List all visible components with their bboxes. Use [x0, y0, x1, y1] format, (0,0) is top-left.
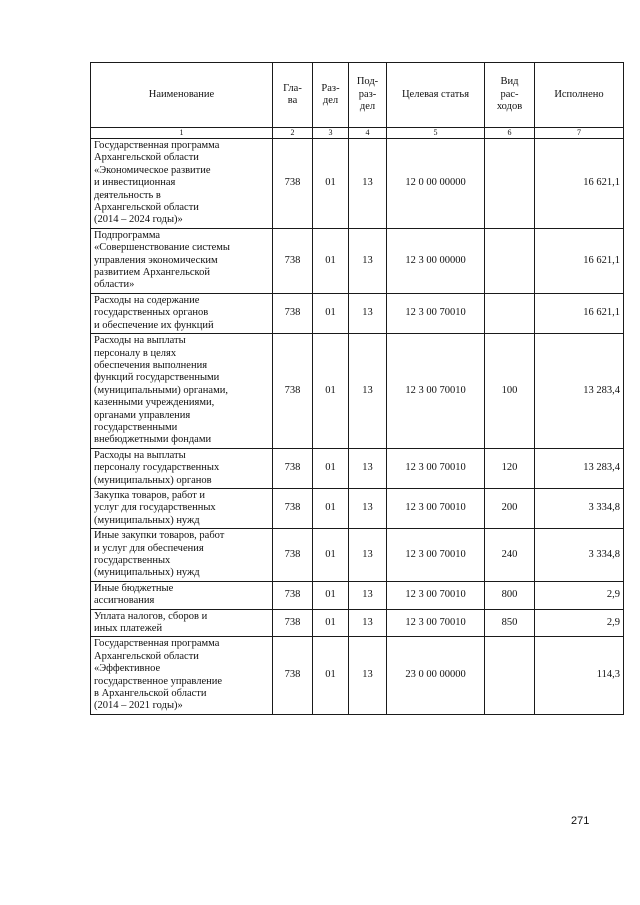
row-razdel: 01	[313, 609, 349, 637]
row-podrazdel: 13	[349, 293, 387, 333]
row-vid	[485, 228, 535, 293]
column-number: 3	[313, 128, 349, 139]
row-razdel: 01	[313, 293, 349, 333]
row-podrazdel: 13	[349, 139, 387, 229]
row-vid	[485, 139, 535, 229]
column-number: 7	[535, 128, 624, 139]
row-glava: 738	[273, 334, 313, 449]
table-row	[91, 448, 624, 488]
table-row	[91, 581, 624, 609]
row-value: 3 334,8	[535, 529, 624, 582]
row-razdel: 01	[313, 228, 349, 293]
table-row	[91, 488, 624, 528]
row-name: Подпрограмма «Совершенствование системы управления экономическим развитием Архангельской области»	[91, 228, 273, 293]
row-vid: 100	[485, 334, 535, 449]
row-razdel: 01	[313, 529, 349, 582]
column-number: 1	[91, 128, 273, 139]
row-podrazdel: 13	[349, 488, 387, 528]
row-name: Расходы на выплаты персоналу государственных (муниципальных) органов	[91, 448, 273, 488]
row-glava: 738	[273, 448, 313, 488]
row-article: 12 3 00 00000	[387, 228, 485, 293]
row-name: Расходы на выплаты персоналу в целях обеспечения выполнения функций государственными (муниципальными) органами, казенными учреждениями, органами управления государственными внебюджетными фондами	[91, 334, 273, 449]
row-podrazdel: 13	[349, 637, 387, 714]
row-name: Уплата налогов, сборов и иных платежей	[91, 609, 273, 637]
row-razdel: 01	[313, 581, 349, 609]
row-article: 12 3 00 70010	[387, 529, 485, 582]
row-vid: 120	[485, 448, 535, 488]
row-vid: 800	[485, 581, 535, 609]
row-glava: 738	[273, 488, 313, 528]
row-name: Государственная программа Архангельской области «Эффективное государственное управление в Архангельской области (2014 – 2021 годы)»	[91, 637, 273, 714]
row-glava: 738	[273, 293, 313, 333]
row-podrazdel: 13	[349, 529, 387, 582]
row-vid: 850	[485, 609, 535, 637]
column-number: 2	[273, 128, 313, 139]
row-razdel: 01	[313, 334, 349, 449]
row-razdel: 01	[313, 139, 349, 229]
header-podrazdel: Под- раз- дел	[349, 63, 387, 128]
row-article: 12 3 00 70010	[387, 293, 485, 333]
row-glava: 738	[273, 581, 313, 609]
page-number: 271	[571, 815, 590, 827]
row-article: 23 0 00 00000	[387, 637, 485, 714]
row-name: Расходы на содержание государственных органов и обеспечение их функций	[91, 293, 273, 333]
row-value: 2,9	[535, 581, 624, 609]
row-podrazdel: 13	[349, 448, 387, 488]
row-value: 3 334,8	[535, 488, 624, 528]
row-podrazdel: 13	[349, 609, 387, 637]
row-vid: 200	[485, 488, 535, 528]
table-row	[91, 637, 624, 714]
column-number: 6	[485, 128, 535, 139]
row-podrazdel: 13	[349, 334, 387, 449]
row-glava: 738	[273, 228, 313, 293]
budget-table	[90, 62, 624, 715]
header-name: Наименование	[91, 63, 273, 128]
row-glava: 738	[273, 529, 313, 582]
table-body	[91, 139, 624, 715]
row-article: 12 3 00 70010	[387, 609, 485, 637]
row-article: 12 3 00 70010	[387, 581, 485, 609]
row-name: Иные закупки товаров, работ и услуг для обеспечения государственных (муниципальных) нужд	[91, 529, 273, 582]
row-vid: 240	[485, 529, 535, 582]
row-vid	[485, 637, 535, 714]
row-value: 13 283,4	[535, 334, 624, 449]
row-value: 2,9	[535, 609, 624, 637]
row-podrazdel: 13	[349, 228, 387, 293]
column-number-row	[91, 128, 624, 139]
row-value: 16 621,1	[535, 228, 624, 293]
row-glava: 738	[273, 139, 313, 229]
column-number: 4	[349, 128, 387, 139]
row-vid	[485, 293, 535, 333]
header-glava: Гла- ва	[273, 63, 313, 128]
row-article: 12 3 00 70010	[387, 334, 485, 449]
row-value: 16 621,1	[535, 293, 624, 333]
row-value: 16 621,1	[535, 139, 624, 229]
row-glava: 738	[273, 637, 313, 714]
table-row	[91, 228, 624, 293]
header-value: Исполнено	[535, 63, 624, 128]
row-value: 13 283,4	[535, 448, 624, 488]
table-row	[91, 609, 624, 637]
table-row	[91, 139, 624, 229]
row-value: 114,3	[535, 637, 624, 714]
row-glava: 738	[273, 609, 313, 637]
header-article: Целевая статья	[387, 63, 485, 128]
row-article: 12 0 00 00000	[387, 139, 485, 229]
row-razdel: 01	[313, 637, 349, 714]
table-row	[91, 334, 624, 449]
row-name: Государственная программа Архангельской области «Экономическое развитие и инвестиционная деятельность в Архангельской области (2014 – 2024 годы)»	[91, 139, 273, 229]
header-vid: Вид рас- ходов	[485, 63, 535, 128]
row-razdel: 01	[313, 448, 349, 488]
table-row	[91, 293, 624, 333]
column-number: 5	[387, 128, 485, 139]
row-name: Иные бюджетные ассигнования	[91, 581, 273, 609]
header-razdel: Раз- дел	[313, 63, 349, 128]
table-row	[91, 529, 624, 582]
header-row	[91, 63, 624, 128]
row-razdel: 01	[313, 488, 349, 528]
row-article: 12 3 00 70010	[387, 448, 485, 488]
row-podrazdel: 13	[349, 581, 387, 609]
row-name: Закупка товаров, работ и услуг для государственных (муниципальных) нужд	[91, 488, 273, 528]
row-article: 12 3 00 70010	[387, 488, 485, 528]
